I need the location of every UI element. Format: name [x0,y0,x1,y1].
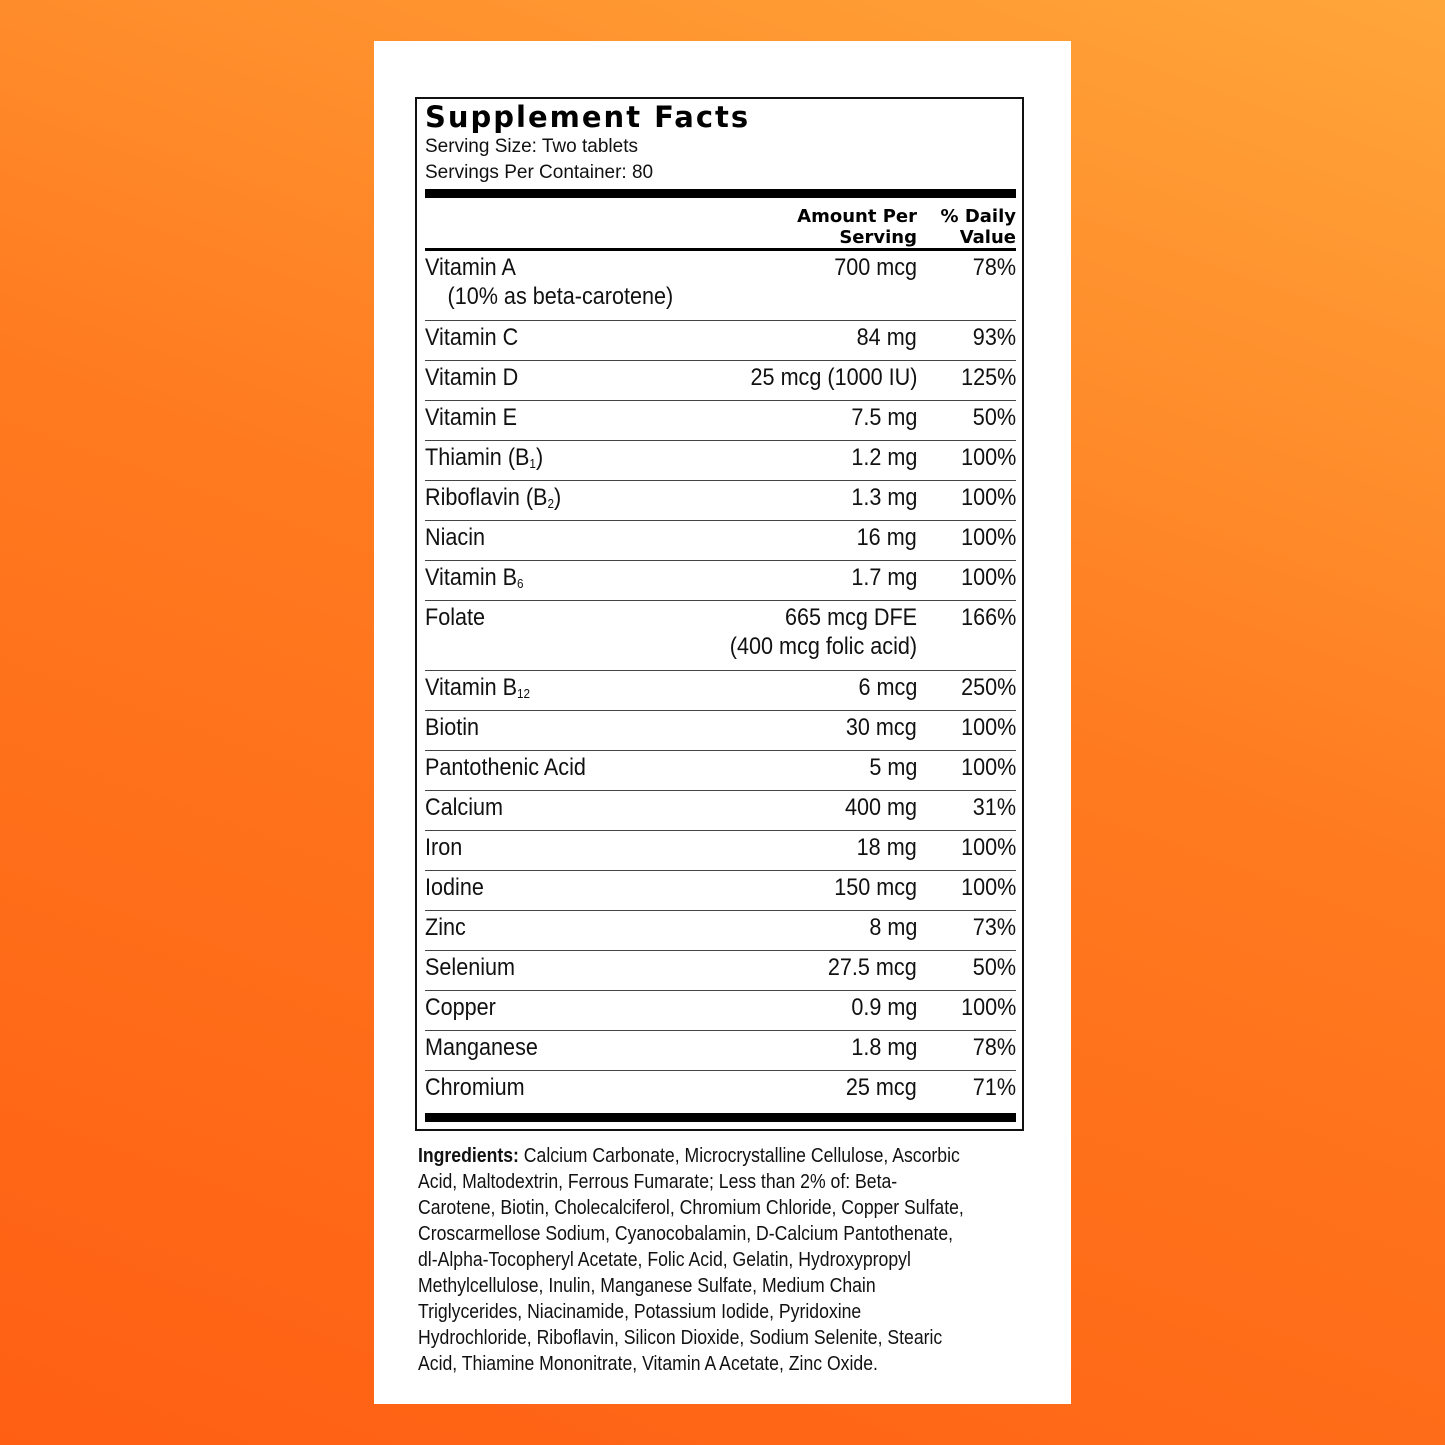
nutrient-row [425,321,1016,361]
nutrient-name-text: Vitamin C [425,324,519,351]
nutrient-name-text: Zinc [425,914,466,941]
nutrient-name-text: Manganese [425,1034,538,1061]
nutrient-row [425,401,1016,441]
column-header-row [425,198,1016,248]
nutrient-name-text: Selenium [425,954,516,981]
nutrient-name [425,713,479,742]
nutrient-name [425,673,530,702]
nutrient-amount-value: 30 mcg [846,714,917,741]
nutrient-name-subscript: 12 [517,686,531,701]
nutrient-amount [851,443,917,472]
nutrient-name-text: Riboflavin (B [425,484,548,511]
nutrient-row [425,991,1016,1031]
nutrient-amount [834,253,917,282]
nutrient-name [425,873,484,902]
ingredients-label: Ingredients: [418,1144,519,1167]
nutrient-amount [846,1073,917,1102]
nutrient-amount-value: 1.7 mg [850,564,917,591]
nutrient-amount [730,603,917,661]
nutrient-row [425,481,1016,521]
nutrient-name-text: Iron [425,834,463,861]
nutrient-amount-value: 18 mg [856,834,917,861]
nutrient-name [425,1073,525,1102]
nutrient-amount [750,363,917,392]
nutrient-amount [846,713,917,742]
nutrient-daily-value: 100% [960,714,1016,741]
nutrient-row [425,521,1016,561]
nutrient-amount [851,993,917,1022]
nutrient-daily-value: 125% [960,364,1016,391]
nutrient-amount [828,953,917,982]
nutrient-name-text: Vitamin E [425,404,518,431]
nutrient-name-text: Biotin [425,714,480,741]
nutrient-name-subscript: 1 [529,456,536,471]
nutrient-daily-value: 78% [972,1034,1016,1061]
nutrient-amount [858,673,917,702]
nutrient-daily-value: 100% [960,874,1016,901]
nutrient-name-subscript: 2 [547,496,554,511]
nutrient-daily-value: 100% [960,484,1016,511]
nutrient-daily-value: 73% [972,914,1016,941]
nutrient-daily-value: 50% [972,404,1016,431]
header-amount-per-serving [797,206,917,248]
header-amount-line1: Amount Per [797,206,917,227]
nutrient-name [425,793,503,822]
nutrient-name-note: (10% as beta-carotene) [447,283,674,310]
nutrient-name [425,953,515,982]
nutrient-name [425,443,543,472]
nutrient-row [425,1031,1016,1071]
header-daily-value [941,206,1016,248]
nutrient-amount [851,1033,917,1062]
nutrient-amount-value: 1.3 mg [850,484,917,511]
nutrient-name-text: Vitamin D [425,364,519,391]
nutrient-amount-value: 7.5 mg [850,404,917,431]
nutrient-amount [869,753,917,782]
nutrient-amount-value: 16 mg [856,524,917,551]
header-dv-line2: Value [959,227,1016,248]
nutrient-name [425,993,496,1022]
nutrient-daily-value: 93% [972,324,1016,351]
nutrient-name [425,483,561,512]
nutrient-name-text: Vitamin B [425,564,518,591]
nutrient-name-suffix: ) [535,444,544,471]
nutrient-name-text: Vitamin A [425,254,516,281]
nutrient-name-text: Thiamin (B [425,444,530,471]
nutrient-row [425,951,1016,991]
nutrient-daily-value: 100% [960,524,1016,551]
nutrient-amount-value: 6 mcg [858,674,917,701]
nutrient-name-text: Niacin [425,524,486,551]
nutrient-name [425,403,517,432]
nutrient-name-text: Iodine [425,874,484,901]
nutrient-row [425,561,1016,601]
nutrient-daily-value: 78% [972,254,1016,281]
nutrient-amount-value: 27.5 mcg [828,954,917,981]
nutrient-row [425,361,1016,401]
nutrient-amount [834,873,917,902]
nutrient-name [425,1033,538,1062]
serving-size: Serving Size: Two tablets [425,136,638,157]
nutrient-amount-value: 150 mcg [834,874,917,901]
nutrient-name-suffix: ) [553,484,562,511]
nutrient-amount [869,913,917,942]
header-amount-line2: Serving [839,227,917,248]
nutrient-name-text: Vitamin B [425,674,518,701]
nutrient-name-text: Pantothenic Acid [425,754,586,781]
nutrient-row [425,671,1016,711]
nutrient-amount-value: 25 mcg (1000 IU) [750,364,917,391]
nutrient-name-text: Chromium [425,1074,525,1101]
nutrient-name [425,913,466,942]
nutrient-row [425,911,1016,951]
nutrient-row [425,441,1016,481]
nutrient-daily-value: 166% [960,604,1016,631]
nutrient-name [425,323,518,352]
nutrient-name [425,363,518,392]
nutrient-name-subscript: 6 [517,576,524,591]
bottom-divider [425,1113,1016,1122]
nutrient-amount [851,403,917,432]
nutrient-amount [845,793,917,822]
nutrient-name [425,523,485,552]
nutrient-row [425,601,1016,671]
ingredients-text: Calcium Carbonate, Microcrystalline Cellulose, Ascorbic Acid, Maltodextrin, Ferrous Fumarate; Less than 2% of: Beta-Carotene, Biotin, Cholecalciferol, Chromium Chloride, Copper Sulfate, Croscarmellose Sodium, Cyanocobalamin, D-Calcium Pantothenate, dl-Alpha-Tocopheryl Acetate, Folic Acid, Gelatin, Hydroxypropyl Methylcellulose, Inulin, Manganese Sulfate, Medium Chain Triglycerides, Niacinamide, Potassium Iodide, Pyridoxine Hydrochloride, Riboflavin, Silicon Dioxide, Sodium Selenite, Stearic Acid, Thiamine Mononitrate, Vitamin A Acetate, Zinc Oxide. [418,1144,964,1375]
nutrient-amount-value: 0.9 mg [850,994,917,1021]
nutrient-amount-value: 25 mcg [846,1074,917,1101]
top-divider [425,189,1016,198]
nutrient-name [425,833,462,862]
nutrient-name [425,563,524,592]
nutrient-daily-value: 100% [960,444,1016,471]
nutrient-name-text: Folate [425,604,486,631]
nutrient-row [425,711,1016,751]
nutrient-daily-value: 100% [960,834,1016,861]
nutrient-name-text: Calcium [425,794,504,821]
nutrient-amount-value: 8 mg [868,914,917,941]
nutrient-amount-value: 5 mg [868,754,917,781]
nutrient-daily-value: 50% [972,954,1016,981]
supplement-facts-panel [415,97,1024,1131]
nutrient-amount [857,323,917,352]
nutrient-amount-value: 665 mcg DFE [784,604,917,631]
nutrient-name-text: Copper [425,994,496,1021]
nutrient-table [425,251,1016,1110]
nutrient-amount-value: 84 mg [856,324,917,351]
nutrient-daily-value: 100% [960,994,1016,1021]
nutrient-name [425,253,673,311]
nutrient-name [425,753,586,782]
header-dv-line1: % Daily [940,206,1016,227]
nutrient-amount-value: 1.8 mg [850,1034,917,1061]
nutrient-daily-value: 71% [972,1074,1016,1101]
nutrient-daily-value: 250% [960,674,1016,701]
nutrient-amount-value: 400 mg [844,794,917,821]
ingredients-statement [418,1143,968,1377]
nutrient-amount-value: 1.2 mg [850,444,917,471]
nutrient-amount [857,523,917,552]
servings-per-container: Servings Per Container: 80 [425,162,654,183]
nutrient-amount [851,563,917,592]
nutrient-row [425,871,1016,911]
nutrient-name [425,603,485,632]
nutrient-daily-value: 31% [972,794,1016,821]
nutrient-row [425,1071,1016,1110]
nutrient-amount-value: 700 mcg [834,254,917,281]
nutrient-amount [857,833,917,862]
nutrient-row [425,791,1016,831]
nutrient-row [425,751,1016,791]
panel-title: Supplement Facts [425,100,751,134]
nutrient-amount [851,483,917,512]
nutrient-row [425,251,1016,321]
nutrient-daily-value: 100% [960,564,1016,591]
nutrient-daily-value: 100% [960,754,1016,781]
nutrient-amount-note: (400 mcg folic acid) [729,633,917,660]
nutrient-row [425,831,1016,871]
